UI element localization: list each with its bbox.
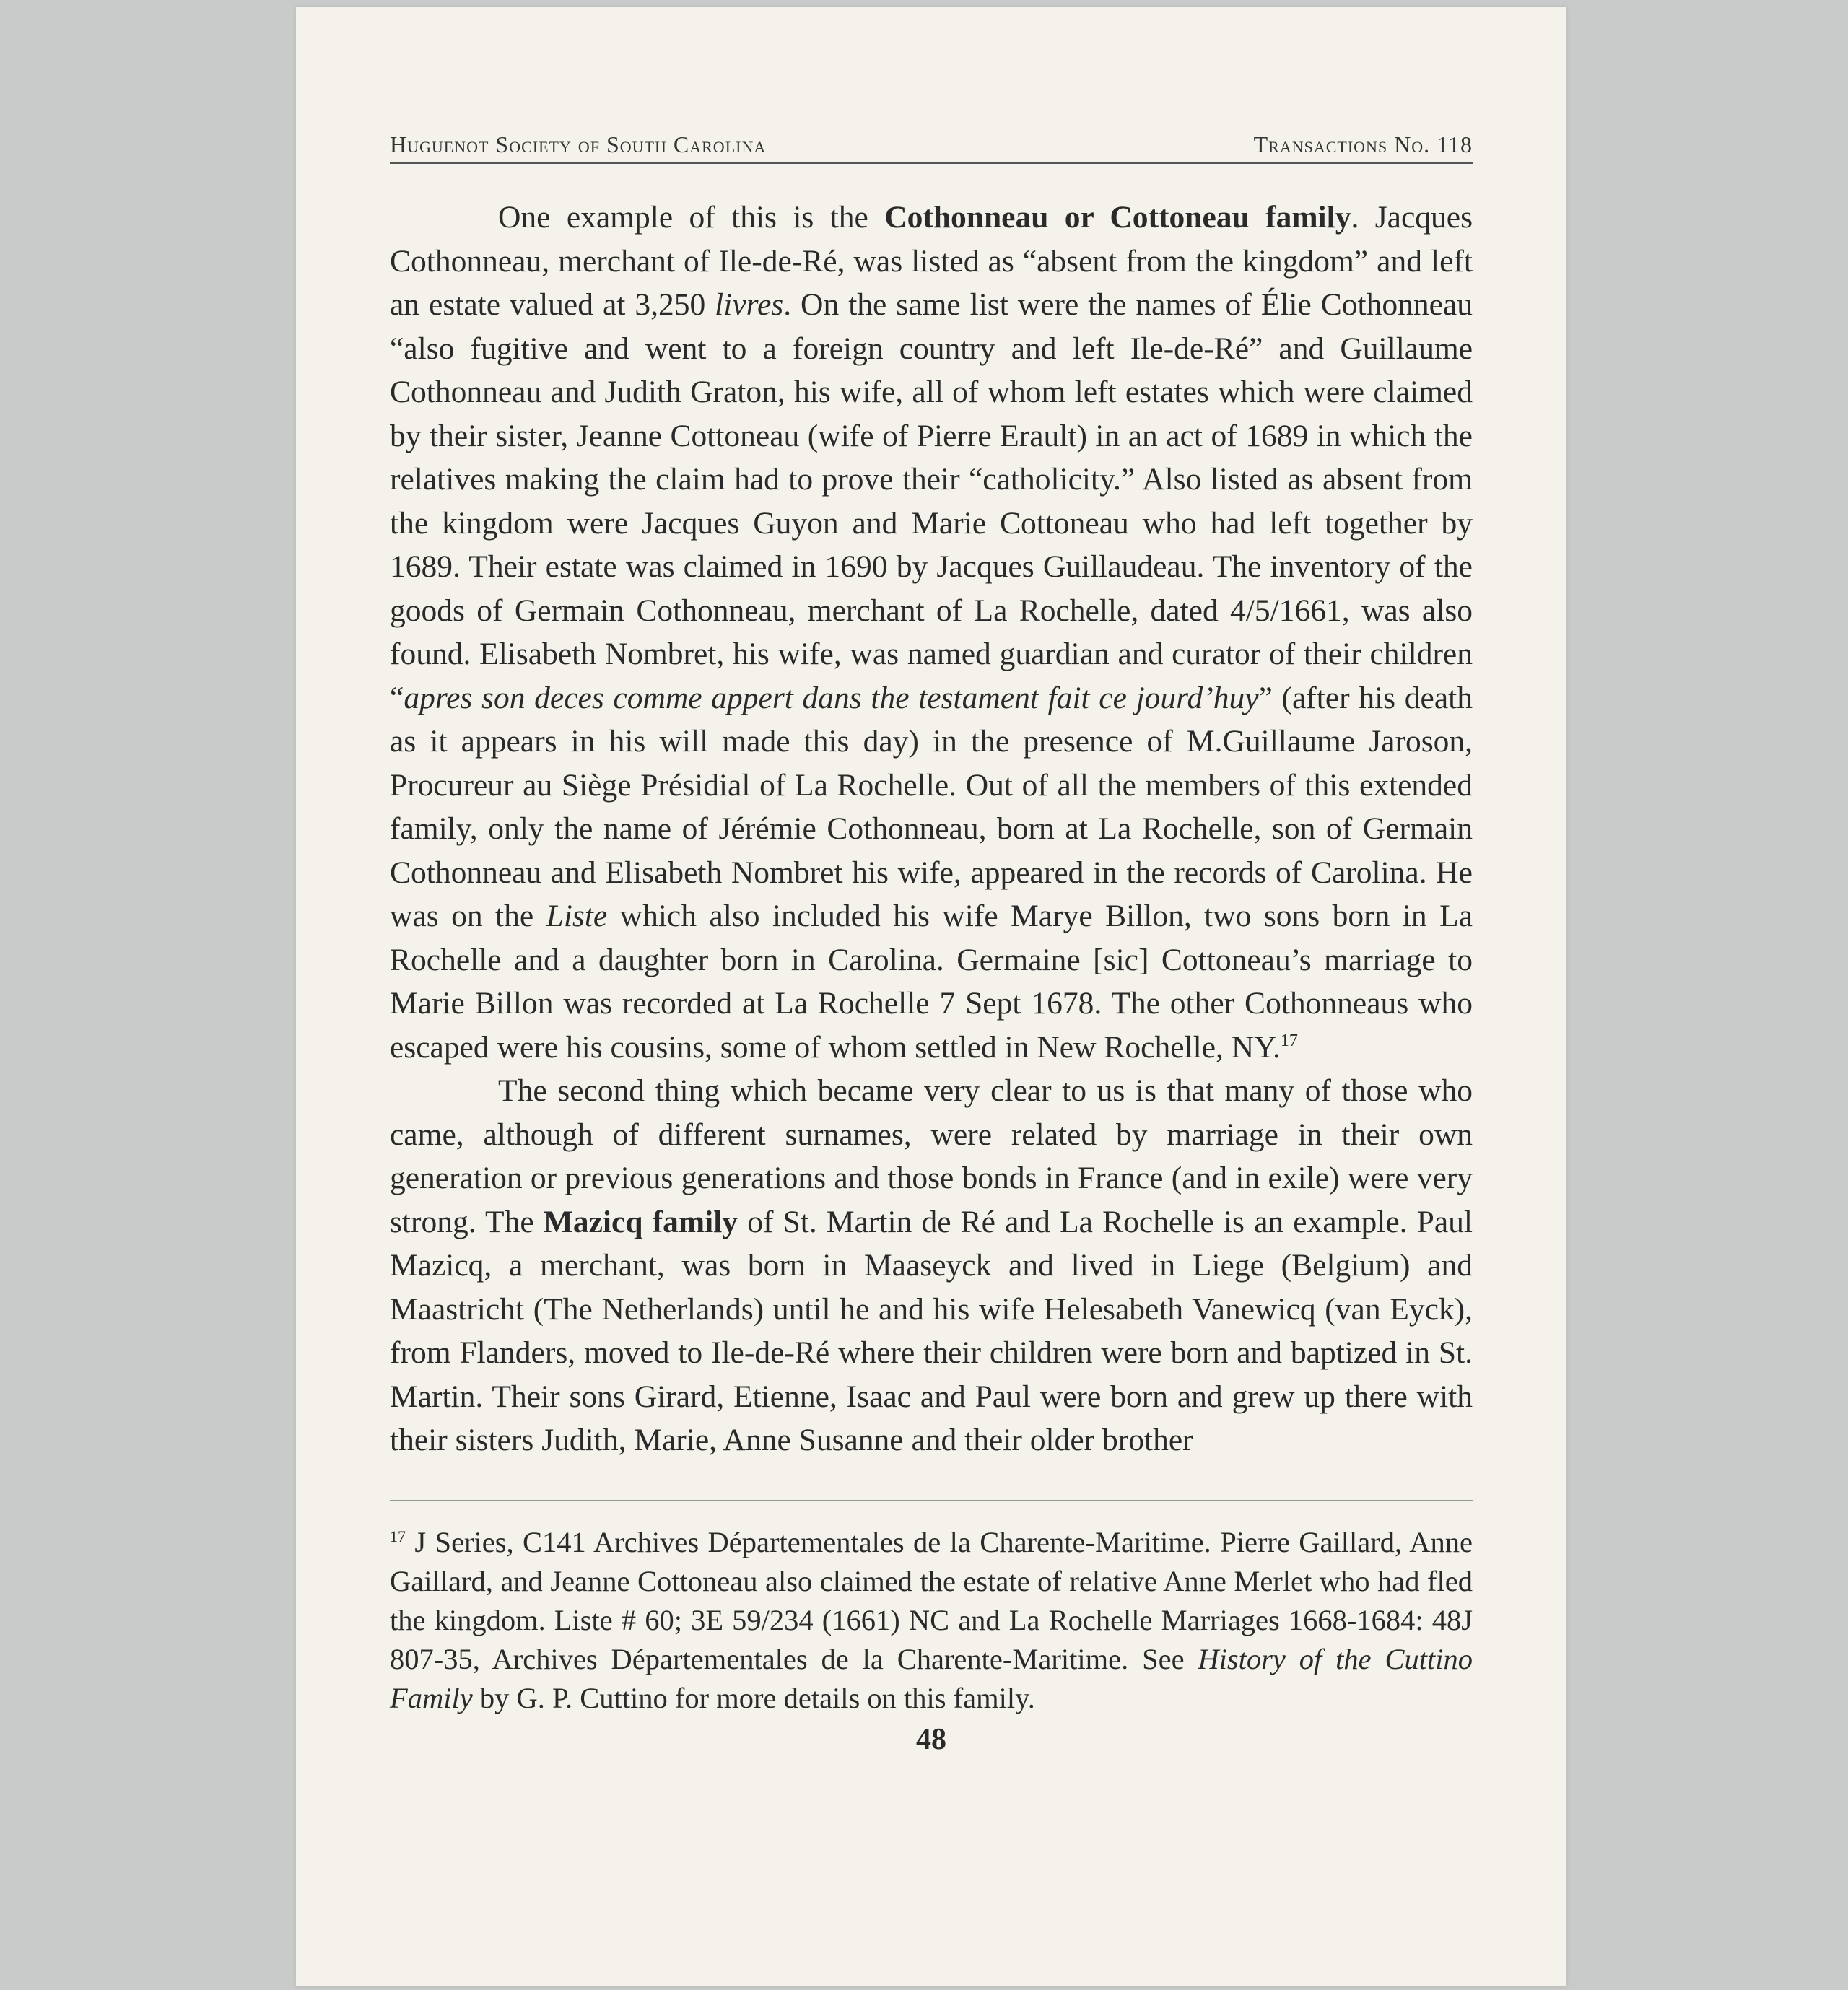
body-text [390,196,1473,1462]
footnote-text-2: by G. P. Cuttino for more details on this family. [472,1681,1035,1714]
p1-italic-livres: livres [715,287,784,322]
p1-bold-family-name: Cothonneau or Cottoneau family [884,200,1351,235]
p1-text-1: One example of this is the [498,200,885,235]
footnote-text-1: J Series, C141 Archives Départementales de la Charente-Maritime. Pierre Gaillard, Anne Gaillard, and Jeanne Cottoneau also claimed the estate of relative Anne Merlet who had fled the kingdom. Liste # 60; 3E 59/234 (1661) NC and La Rochelle Marriages 1668-1684: 48J 807-35, Archives Départementales de la Charente-Maritime. See [390,1525,1473,1675]
running-head [390,131,1473,164]
p2-text-2: of St. Martin de Ré and La Rochelle is an example. Paul Mazicq, a merchant, was born in Maaseyck and lived in Liege (Belgium) and Maastricht (The Netherlands) until he and his wife Helesabeth Vanewicq (van Eyck), from Flanders, moved to Ile-de-Ré where their children were born and baptized in St. Martin. Their sons Girard, Etienne, Isaac and Paul were born and grew up there with their sisters Judith, Marie, Anne Susanne and their older brother [390,1204,1473,1457]
footnote-number: 17 [390,1527,406,1545]
page-number: 48 [916,1722,946,1756]
p1-text-3: . On the same list were the names of Élie Cothonneau “also fugitive and went to a foreign country and left Ile-de-Ré” and Guillaume Cothonneau and Judith Graton, his wife, all of whom left estates which were claimed by their sister, Jeanne Cottoneau (wife of Pierre Erault) in an act of 1689 in which the relatives making the claim had to prove their “catholicity.” Also listed as absent from the kingdom were Jacques Guyon and Marie Cottoneau who had left together by 1689. Their estate was claimed in 1690 by Jacques Guillaudeau. The inventory of the goods of Germain Cothonneau, merchant of La Rochelle, dated 4/5/1661, was also found. Elisabeth Nombret, his wife, was named guardian and curator of their children “ [390,287,1473,715]
page-content [390,131,1473,1757]
p1-text-5: which also included his wife Marye Billon, two sons born in La Rochelle and a daughter born in Carolina. Germaine [sic] Cottoneau’s marriage to Marie Billon was recorded at La Rochelle 7 Sept 1678. The other Cothonneaus who escaped were his cousins, some of whom settled in New Rochelle, NY. [390,899,1473,1065]
footnote-divider [390,1500,1473,1501]
p1-text-2: . Jacques Cothonneau, merchant of Ile-de-Ré, was listed as “absent from the kingdom” and left an estate valued at 3,250 [390,200,1473,322]
p1-italic-liste: Liste [546,899,608,933]
book-page [296,7,1566,1986]
footnote-italic-title: History of the Cuttino Family [390,1642,1473,1714]
p1-text-4: ” (after his death as it appears in his will made this day) in the presence of M.Guillaume Jaroson, Procureur au Siège Présidial of La Rochelle. Out of all the members of this extended family, only the name of Jérémie Cothonneau, born at La Rochelle, son of Germain Cothonneau and Elisabeth Nombret his wife, appeared in the records of Carolina. He was on the [390,680,1473,933]
running-head-right: Transactions No. 118 [1253,131,1473,157]
p2-text-1: The second thing which became very clear to us is that many of those who came, although of different surnames, were related by marriage in their own generation or previous generations and those bonds in France (and in exile) were very strong. The [390,1073,1473,1239]
p2-bold-family-name: Mazicq family [543,1204,738,1239]
running-head-left: Huguenot Society of South Carolina [390,131,767,157]
footnote [390,1523,1473,1718]
p1-italic-french-quote: apres son deces comme appert dans the testament fait ce jourd’huy [404,680,1259,715]
footnote-reference: 17 [1280,1031,1298,1050]
paragraph-mazicq [390,1069,1473,1462]
paragraph-cothonneau [390,196,1473,1069]
